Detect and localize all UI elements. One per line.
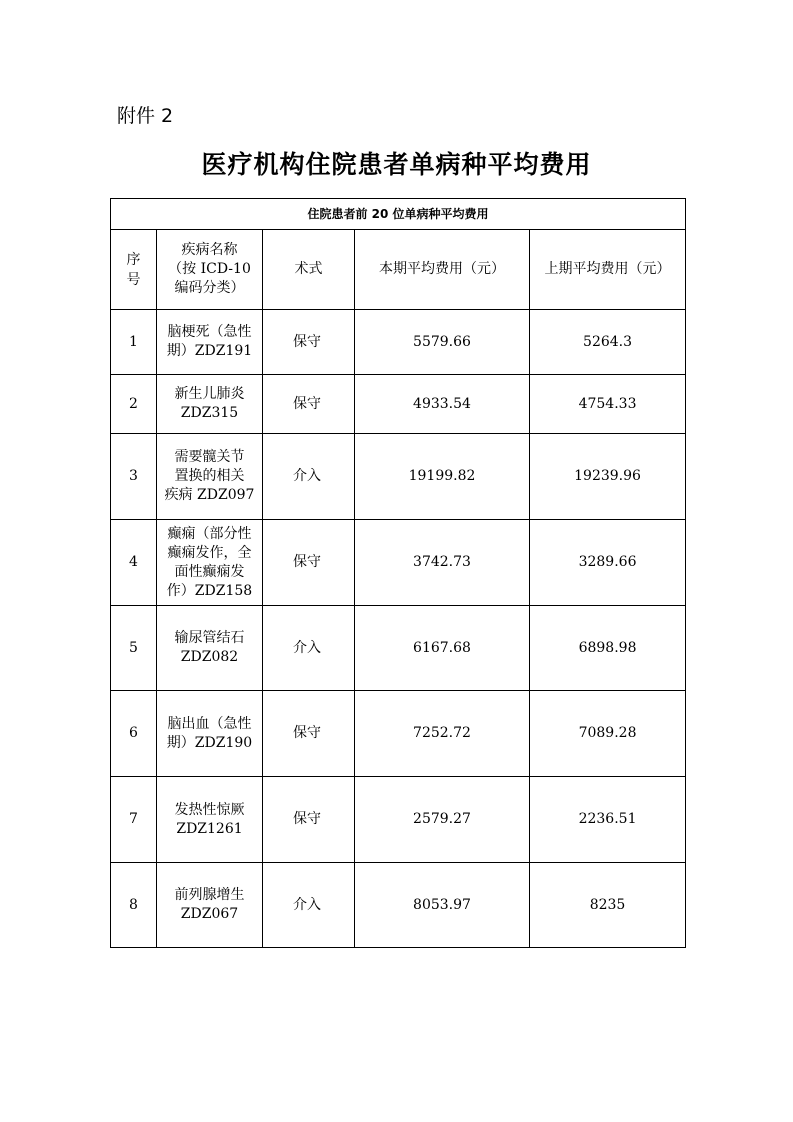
header-name-line: 编码分类） [174,280,245,296]
cell-seq: 1 [111,310,157,375]
cell-procedure: 保守 [263,375,355,434]
cell-seq: 7 [111,777,157,863]
disease-name-line: 发热性惊厥 [174,801,245,818]
disease-name-line: 脑梗死（急性 [167,324,252,340]
cell-previous-fee: 6898.98 [530,606,686,691]
disease-name-line: 新生儿肺炎 [174,386,245,402]
cell-previous-fee: 4754.33 [530,375,686,434]
disease-name-line: ZDZ1261 [176,820,243,837]
cell-current-fee: 5579.66 [355,310,530,375]
table-row [111,691,686,777]
cell-disease-name [157,863,263,948]
cell-previous-fee: 2236.51 [530,777,686,863]
cell-disease-name [157,520,263,606]
disease-name-line: 需要髋关节 [174,449,245,465]
cell-procedure: 介入 [263,863,355,948]
cell-procedure: 保守 [263,520,355,606]
cell-previous-fee: 19239.96 [530,434,686,520]
cell-disease-name [157,691,263,777]
disease-name-line: 期）ZDZ191 [166,343,253,359]
cell-previous-fee: 7089.28 [530,691,686,777]
cell-seq: 6 [111,691,157,777]
table-row [111,310,686,375]
cell-disease-name [157,310,263,375]
disease-name-line: ZDZ315 [180,405,239,421]
header-name-line: 疾病名称 [181,242,238,258]
header-seq-char: 号 [126,271,141,288]
disease-name-line: 前列腺增生 [174,887,245,903]
disease-name-line: 作）ZDZ158 [166,582,253,599]
cell-disease-name [157,434,263,520]
disease-name-line: 面性癫痫发 [174,563,245,580]
page-title: 医疗机构住院患者单病种平均费用 [201,150,592,179]
table-header-row [111,230,686,310]
header-current-fee: 本期平均费用（元） [355,230,530,310]
cell-current-fee: 8053.97 [355,863,530,948]
cell-seq: 4 [111,520,157,606]
cell-current-fee: 2579.27 [355,777,530,863]
cell-procedure: 保守 [263,777,355,863]
cell-disease-name [157,777,263,863]
disease-name-line: 输尿管结石 [174,630,245,646]
disease-name-line: 疾病 ZDZ097 [164,487,255,503]
cell-current-fee: 6167.68 [355,606,530,691]
cell-previous-fee: 5264.3 [530,310,686,375]
disease-name-line: 癫痫发作，全 [167,544,252,561]
attachment-label: 附件 2 [117,105,174,127]
table-caption: 住院患者前 20 位单病种平均费用 [111,199,686,230]
table-row [111,777,686,863]
disease-name-line: 置换的相关 [174,468,245,484]
cell-previous-fee: 3289.66 [530,520,686,606]
cell-procedure: 保守 [263,310,355,375]
cell-disease-name [157,375,263,434]
cell-seq: 2 [111,375,157,434]
header-seq [111,230,157,310]
cell-current-fee: 19199.82 [355,434,530,520]
disease-name-line: ZDZ067 [180,906,239,922]
disease-name-line: 癫痫（部分性 [167,525,252,542]
cell-procedure: 介入 [263,606,355,691]
cell-procedure: 保守 [263,691,355,777]
fee-table [110,198,686,948]
header-disease-name [157,230,263,310]
header-procedure: 术式 [263,230,355,310]
cell-current-fee: 3742.73 [355,520,530,606]
table-row [111,434,686,520]
cell-current-fee: 7252.72 [355,691,530,777]
table-row [111,520,686,606]
table-row [111,863,686,948]
header-seq-char: 序 [126,251,141,268]
cell-seq: 3 [111,434,157,520]
table-row [111,606,686,691]
header-seq-text [115,250,152,290]
cell-disease-name [157,606,263,691]
cell-procedure: 介入 [263,434,355,520]
header-name-line: （按 ICD-10 [168,261,251,277]
header-previous-fee: 上期平均费用（元） [530,230,686,310]
cell-previous-fee: 8235 [530,863,686,948]
disease-name-line: ZDZ082 [180,649,239,665]
cell-current-fee: 4933.54 [355,375,530,434]
table-row [111,375,686,434]
disease-name-line: 期）ZDZ190 [166,734,253,751]
cell-seq: 8 [111,863,157,948]
cell-seq: 5 [111,606,157,691]
disease-name-line: 脑出血（急性 [167,715,252,732]
table-caption-row [111,199,686,230]
